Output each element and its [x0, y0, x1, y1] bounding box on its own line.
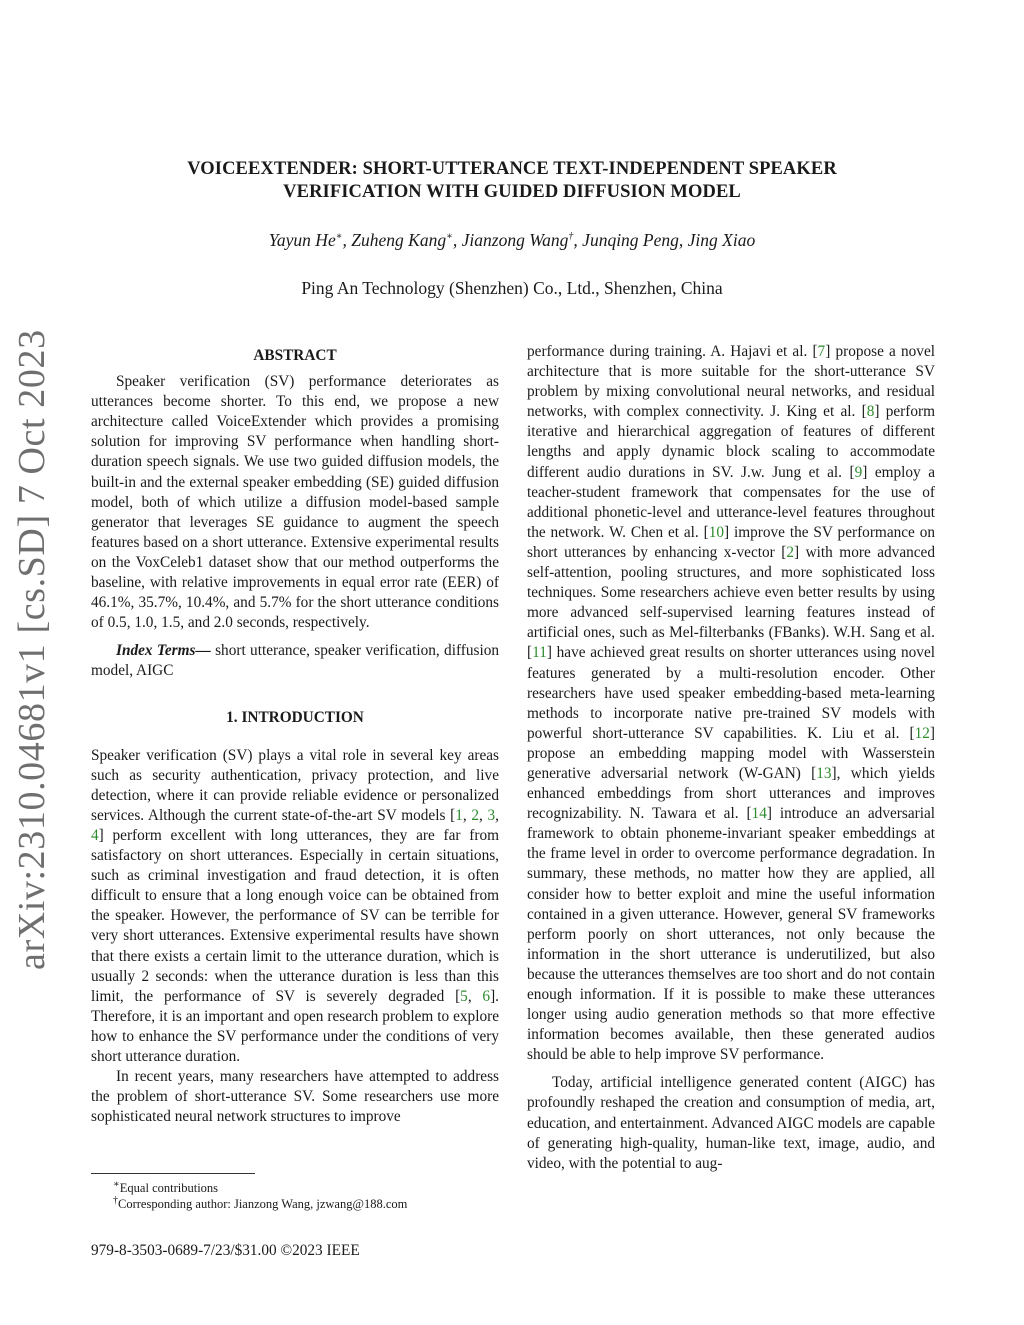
- author-mark: ∗: [446, 231, 453, 243]
- citation-link[interactable]: 7: [817, 343, 826, 360]
- citation-link[interactable]: 14: [751, 805, 767, 823]
- text-run: ,: [462, 806, 472, 824]
- footnote-corresponding-author: [91, 1196, 511, 1212]
- citation-link[interactable]: 8: [866, 403, 875, 421]
- text-run: ] perform excellent with long utterances, they are far from satisfactory on short utterances. Especially in certain situations, such as criminal investigation and fraud detection, it is often difficult to ensure that a long enough voice can be obtained from the speaker. However, the performance of SV can be terrible for very short utterances. Extensive experimental results have shown that there exists a certain limit to the utterance duration, which is usually 2 seconds: when the utterance duration is less than this limit, the performance of SV is severely degraded [: [91, 826, 499, 1005]
- author-mark: ∗: [335, 231, 343, 243]
- author-list: Yayun He∗, Zuheng Kang∗, Jianzong Wang†, Junqing Peng, Jing Xiao: [268, 230, 756, 250]
- citation-link[interactable]: 4: [91, 826, 99, 844]
- footnote-mark: ∗: [113, 1178, 120, 1190]
- text-run: performance during training. A. Hajavi et al. [: [527, 343, 818, 360]
- citation-link[interactable]: 3: [487, 806, 496, 824]
- citation-link[interactable]: 10: [708, 523, 725, 541]
- intro-paragraph-1: [91, 746, 499, 1068]
- text-run: ] employ a teacher-student framework that compensates for the use of additional phonetic-level and utterance-level features throughout the network. W. Chen et al. [: [527, 463, 935, 541]
- text-run: ,: [467, 987, 483, 1005]
- text-run: ,: [479, 806, 488, 824]
- text-run: ], which yields enhanced embeddings from short utterances and improves recognizability. N. Tawara et al. [: [527, 764, 935, 823]
- text-run: ] with more advanced self-attention, pooling structures, and more sophisticated loss techniques. Some researchers achieve even better results by using more advanced self-supervised learning features instead of artificial ones, such as Mel-filterbanks (FBanks). W.H. Sang et al. [: [527, 543, 935, 662]
- citation-link[interactable]: 1: [455, 806, 463, 824]
- text-run: ]. Therefore, it is an important and open research problem to explore how to enhance the SV performance under the conditions of very short utterance duration.: [91, 987, 499, 1065]
- footnote-text: Equal contributions: [119, 1181, 219, 1195]
- footnote-equal-contribution: [91, 1180, 511, 1196]
- index-terms: [91, 641, 499, 681]
- paper-title: VOICEEXTENDER: SHORT-UTTERANCE TEXT-INDEPENDENT SPEAKER VERIFICATION WITH GUIDED DIFFUSION MODEL: [187, 159, 837, 202]
- text-run: ] propose a novel architecture that is more suitable for the short-utterance SV problem by mixing convolutional neural networks, and residual networks, with complex connectivity. J. King et al. [: [527, 343, 935, 421]
- text-run: ,: [495, 806, 499, 824]
- author-name: Jianzong Wang: [461, 230, 569, 250]
- copyright-notice: 979-8-3503-0689-7/23/$31.00 ©2023 IEEE: [91, 1242, 360, 1259]
- intro-paragraph-2: In recent years, many researchers have attempted to address the problem of short-utterance SV. Some researchers use more sophisticated neural network structures to improve: [91, 1068, 499, 1126]
- author-mark: †: [568, 231, 574, 243]
- citation-link[interactable]: 2: [786, 543, 794, 561]
- text-run: ] have achieved great results on shorter utterances using novel features generated by a multi-resolution encoder. Other researchers have used speaker embedding-based meta-learning methods to incorporate native pre-trained SV models with powerful short-utterance SV capabilities. K. Liu et al. [: [527, 644, 935, 742]
- text-run: ] perform iterative and hierarchical aggregation of features of different lengths and apply dynamic block scaling to accommodate different audio durations in SV. J.w. Jung et al. [: [527, 403, 935, 481]
- text-run: ] improve the SV performance on short utterances by enhancing x-vector [: [527, 523, 935, 561]
- intro-paragraph-3: Today, artificial intelligence generated content (AIGC) has profoundly reshaped the creation and consumption of media, art, education, and entertainment. Advanced AIGC models are capable of generating high-quality, human-like text, image, audio, and video, with the potential to aug-: [527, 1074, 935, 1172]
- citation-link[interactable]: 12: [914, 724, 930, 742]
- author-name: Zuheng Kang: [351, 230, 447, 250]
- citation-link[interactable]: 2: [471, 806, 479, 824]
- introduction-heading: 1. INTRODUCTION: [226, 708, 364, 726]
- index-terms-text: short utterance, speaker verification, diffusion model, AIGC: [91, 642, 500, 680]
- footnote-mark: †: [113, 1194, 118, 1206]
- left-column: [91, 342, 499, 1127]
- intro-paragraph-2-continued: [527, 342, 935, 1065]
- index-terms-label: Index Terms—: [116, 642, 211, 660]
- abstract-heading: ABSTRACT: [253, 347, 337, 364]
- right-column: [527, 342, 935, 1174]
- affiliation: Ping An Technology (Shenzhen) Co., Ltd., Shenzhen, China: [301, 278, 723, 298]
- author-name: Jing Xiao: [687, 230, 756, 250]
- abstract-text: Speaker verification (SV) performance deteriorates as utterances become shorter. To this end, we propose a new architecture called VoiceExtender which provides a promising solution for improving SV performance when handling short-duration speech signals. We use two guided diffusion models, the built-in and the external speaker embedding (SE) guided diffusion model, both of which utilize a diffusion model-based sample generator that leverages SE guidance to augment the speech features based on a short utterance. Extensive experimental results on the VoxCeleb1 dataset show that our method outperforms the baseline, with relative improvements in equal error rate (EER) of 46.1%, 35.7%, 10.4%, and 5.7% for the short utterance conditions of 0.5, 1.0, 1.5, and 2.0 seconds, respectively.: [91, 373, 499, 632]
- arxiv-stamp: arXiv:2310.04681v1 [cs.SD] 7 Oct 2023: [11, 329, 53, 971]
- author-name: Yayun He: [268, 230, 336, 250]
- citation-link[interactable]: 9: [854, 463, 863, 481]
- text-run: Speaker verification (SV) plays a vital role in several key areas such as security authentication, privacy protection, and live detection, where it can provide reliable evidence or personalized services. Although the current state-of-the-art SV models [: [91, 746, 499, 824]
- text-run: ] propose an embedding mapping model with Wasserstein generative adversarial network (W-GAN) [: [527, 724, 935, 782]
- citation-link[interactable]: 11: [532, 644, 547, 662]
- citation-link[interactable]: 6: [482, 987, 491, 1005]
- footnote-text: Corresponding author: Jianzong Wang, jzwang@188.com: [118, 1197, 408, 1211]
- footnote-divider: [91, 1173, 255, 1174]
- footnotes: [91, 1180, 511, 1212]
- citation-link[interactable]: 5: [460, 987, 468, 1005]
- text-run: ] introduce an adversarial framework to obtain phoneme-invariant speaker embeddings at the frame level in order to overcome performance degradation. In summary, these methods, no matter how they are applied, all consider how to better exploit and mine the useful information contained in a given utterance. However, general SV frameworks perform poorly on short utterances, not only because the information in the short utterance is underutilized, but also because the utterances themselves are too short and do not contain enough information. If it is possible to make these utterances longer using audio generation methods so that more effective information becomes available, then these generated audios should be able to help improve SV performance.: [527, 805, 935, 1064]
- author-name: Junqing Peng: [582, 230, 679, 250]
- citation-link[interactable]: 13: [816, 764, 832, 782]
